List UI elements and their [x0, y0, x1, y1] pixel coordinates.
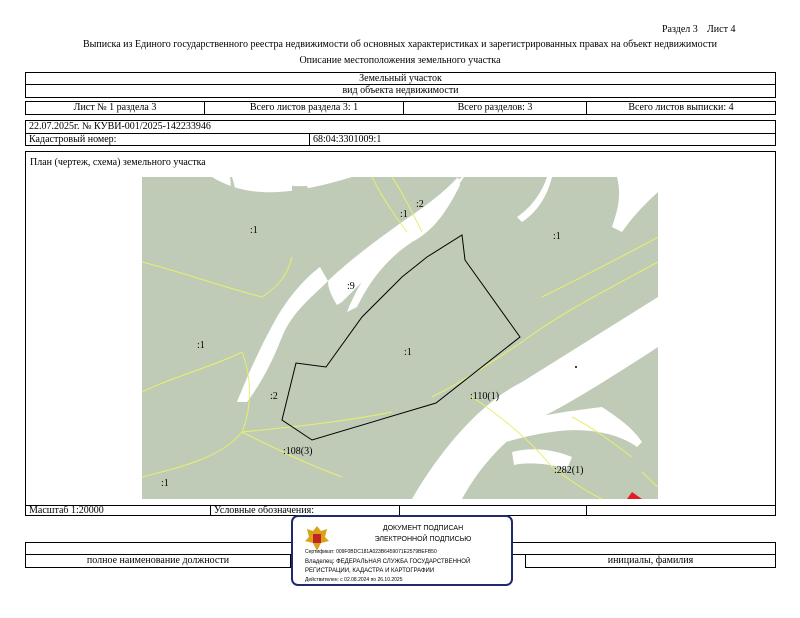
stamp-owner: РЕГИСТРАЦИИ, КАДАСТРА И КАРТОГРАФИИ	[305, 568, 435, 574]
scale: Масштаб 1:20000	[25, 505, 211, 516]
parcel-label: :110(1)	[470, 391, 500, 402]
cadastral-map	[142, 177, 658, 499]
section-number: Раздел 3	[662, 24, 698, 35]
date-number: 22.07.2025г. № КУВИ-001/2025-142233946	[25, 120, 776, 134]
parcel-label: :1	[197, 340, 205, 351]
legend-label: Условные обозначения:	[210, 505, 400, 516]
parcel-label: :282(1)	[554, 465, 584, 476]
stamp-title: ДОКУМЕНТ ПОДПИСАН	[382, 525, 464, 532]
document-title: Выписка из Единого государственного реестра недвижимости об основных характеристиках и зарегистрированных правах на объект недвижимости	[82, 39, 717, 50]
document-subtitle: Описание местоположения земельного участка	[299, 55, 501, 66]
object-kind: вид объекта недвижимости	[25, 84, 776, 98]
parcel-label: :2	[416, 199, 424, 210]
sheet-of-section: Лист № 1 раздела 3	[25, 101, 205, 115]
stamp-owner: Владелец: ФЕДЕРАЛЬНАЯ СЛУЖБА ГОСУДАРСТВЕННОЙ	[305, 559, 471, 565]
parcel-label: :1	[553, 231, 561, 242]
parcel-label: :1	[161, 478, 169, 489]
legend-cell	[586, 505, 776, 516]
signature-stamp	[291, 515, 513, 586]
point-marker	[575, 366, 577, 368]
parcel-label: :108(3)	[283, 446, 313, 457]
parcel-label: :1	[404, 347, 412, 358]
total-extract-sheets: Всего листов выписки: 4	[586, 101, 776, 115]
initials-label: инициалы, фамилия	[525, 554, 776, 568]
stamp-subtitle: ЭЛЕКТРОННОЙ ПОДПИСЬЮ	[374, 536, 472, 543]
parcel-label: :1	[250, 225, 258, 236]
plan-title: План (чертеж, схема) земельного участка	[30, 157, 206, 168]
cadastral-label: Кадастровый номер:	[25, 133, 310, 146]
stamp-validity: Действителен: с 02.08.2024 по 26.10.2025	[305, 577, 403, 583]
parcel-label: :9	[347, 281, 355, 292]
total-section-sheets: Всего листов раздела 3: 1	[204, 101, 404, 115]
cadastral-number: 68:04:3301009:1	[309, 133, 776, 146]
total-sections: Всего разделов: 3	[403, 101, 587, 115]
sheet-number: Лист 4	[707, 24, 736, 35]
position-label: полное наименование должности	[25, 554, 291, 568]
stamp-certificate: Сертификат: 009F0BDC181A023B6459071E2579BEFB50	[305, 549, 437, 555]
parcel-label: :1	[400, 209, 408, 220]
object-name: Земельный участок	[25, 72, 776, 85]
parcel-label: :2	[270, 391, 278, 402]
